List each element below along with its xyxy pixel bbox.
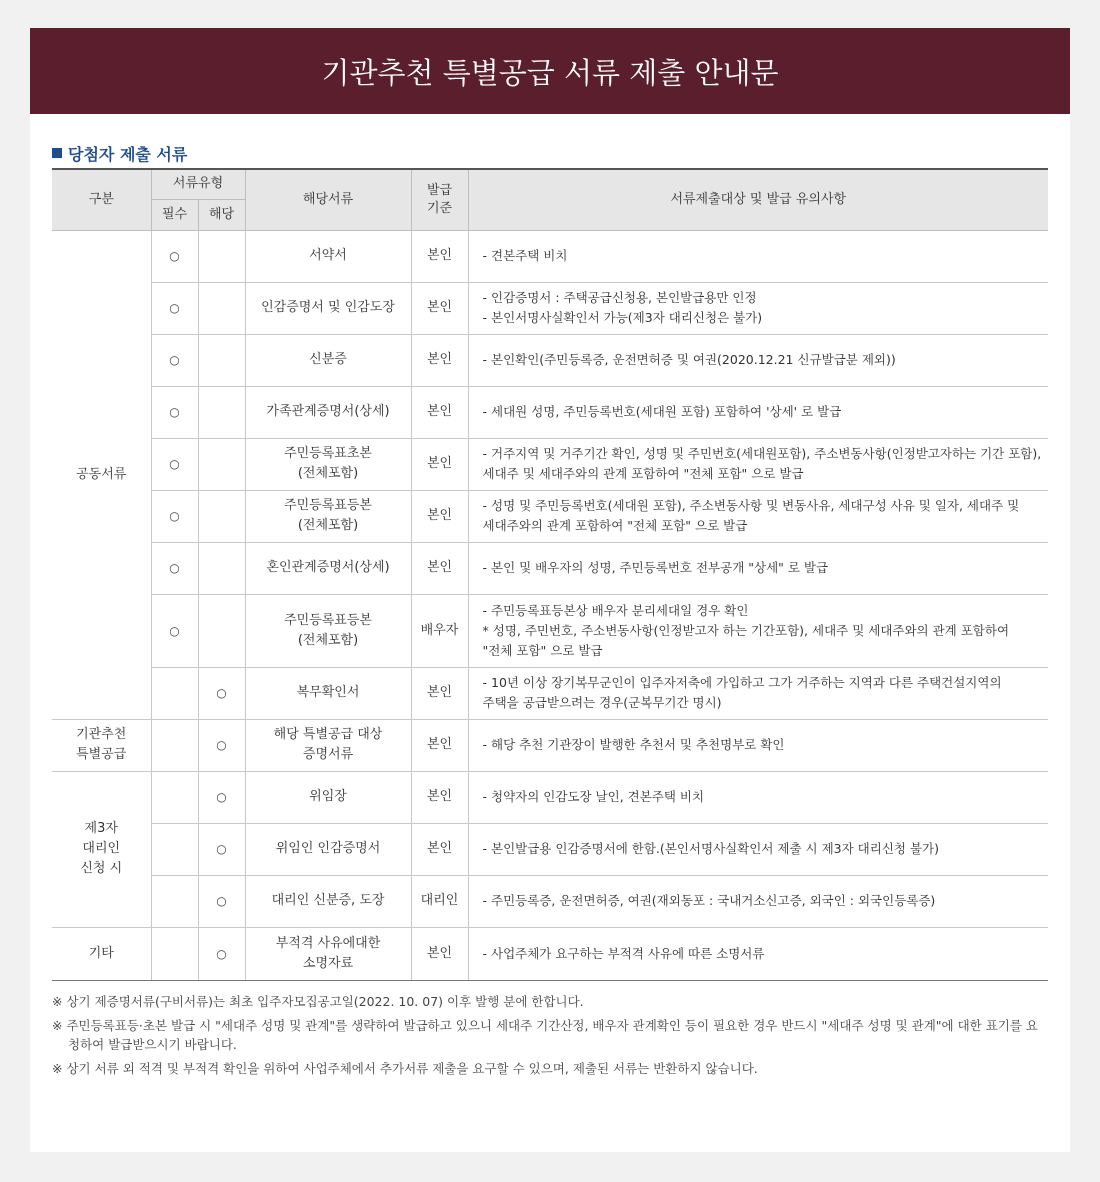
required-cell [151, 823, 198, 875]
document-name: 혼인관계증명서(상세) [245, 542, 411, 594]
issue-basis: 본인 [411, 282, 468, 334]
note-line: - 본인서명사실확인서 가능(제3자 대리신청은 불가) [482, 310, 763, 325]
required-mark: ○ [151, 386, 198, 438]
square-bullet-icon [52, 148, 62, 158]
note-line: - 본인확인(주민등록증, 운전면허증 및 여권(2020.12.21 신규발급분 제외)) [482, 352, 896, 367]
required-mark: ○ [151, 542, 198, 594]
header-category: 구분 [52, 169, 151, 230]
issue-basis: 본인 [411, 438, 468, 490]
document-name: 주민등록표초본 (전체포함) [245, 438, 411, 490]
issue-basis: 본인 [411, 667, 468, 719]
note-cell [468, 230, 1048, 282]
table-row [52, 230, 1048, 282]
required-cell [151, 667, 198, 719]
table-row [52, 927, 1048, 980]
note-line: - 거주지역 및 거주기간 확인, 성명 및 주민번호(세대원포함), 주소변동사항(인정받고자하는 기간 포함), [482, 446, 1042, 461]
applicable-cell [198, 282, 245, 334]
document-name: 신분증 [245, 334, 411, 386]
notice-card [30, 28, 1070, 1152]
category-cell: 기타 [52, 927, 151, 980]
header-applicable: 해당 [198, 199, 245, 230]
header-doc-type: 서류유형 [151, 169, 245, 199]
required-mark: ○ [151, 334, 198, 386]
document-name: 위임장 [245, 771, 411, 823]
document-name: 부적격 사유에대한 소명자료 [245, 927, 411, 980]
table-row [52, 667, 1048, 719]
required-cell [151, 771, 198, 823]
issue-basis: 배우자 [411, 594, 468, 667]
note-cell [468, 667, 1048, 719]
note-line: * 성명, 주민번호, 주소변동사항(인정받고자 하는 기간포함), 세대주 및 세대주와의 관계 포함하여 [482, 622, 1010, 638]
note-line: 세대주 및 세대주와의 관계 포함하여 "전체 포함" 으로 발급 [482, 466, 804, 481]
table-row [52, 334, 1048, 386]
applicable-cell [198, 386, 245, 438]
note-cell [468, 875, 1048, 927]
section-title: 당첨자 제출 서류 [68, 144, 188, 164]
note-line: "전체 포함" 으로 발급 [482, 642, 603, 658]
document-name: 위임인 인감증명서 [245, 823, 411, 875]
note-line: - 해당 추천 기관장이 발행한 추천서 및 추천명부로 확인 [482, 737, 785, 752]
required-mark: ○ [151, 490, 198, 542]
note-line: - 본인 및 배우자의 성명, 주민등록번호 전부공개 "상세" 로 발급 [482, 560, 829, 575]
required-cell [151, 875, 198, 927]
table-row [52, 542, 1048, 594]
required-mark: ○ [151, 230, 198, 282]
section-heading [52, 141, 187, 165]
issue-basis: 본인 [411, 771, 468, 823]
applicable-cell [198, 438, 245, 490]
document-name: 주민등록표등본 (전체포함) [245, 594, 411, 667]
table-row [52, 875, 1048, 927]
note-line: - 성명 및 주민등록번호(세대원 포함), 주소변동사항 및 변동사유, 세대구성 사유 및 일자, 세대주 및 [482, 498, 1020, 513]
note-cell [468, 594, 1048, 667]
table-row [52, 490, 1048, 542]
footnote: ※ 상기 제증명서류(구비서류)는 최초 입주자모집공고일(2022. 10. 07) 이후 발행 분에 한합니다. [52, 994, 584, 1009]
note-cell [468, 771, 1048, 823]
category-cell: 제3자 대리인 신청 시 [52, 771, 151, 927]
note-line: - 견본주택 비치 [482, 248, 568, 263]
category-cell: 기관추천 특별공급 [52, 719, 151, 771]
category-cell: 공동서류 [52, 230, 151, 719]
applicable-cell [198, 542, 245, 594]
document-name: 가족관계증명서(상세) [245, 386, 411, 438]
title-banner [30, 28, 1070, 114]
issue-basis: 본인 [411, 386, 468, 438]
issue-basis: 본인 [411, 542, 468, 594]
note-line: - 본인발급용 인감증명서에 한함.(본인서명사실확인서 제출 시 제3자 대리신청 불가) [482, 841, 939, 856]
document-name: 해당 특별공급 대상 증명서류 [245, 719, 411, 771]
required-mark: ○ [151, 594, 198, 667]
applicable-cell [198, 334, 245, 386]
footnotes [52, 992, 1048, 1083]
note-cell [468, 719, 1048, 771]
required-mark: ○ [151, 282, 198, 334]
note-line: - 10년 이상 장기복무군인이 입주자저축에 가입하고 그가 거주하는 지역과 다른 주택건설지역의 [482, 675, 1002, 690]
note-line: - 세대원 성명, 주민등록번호(세대원 포함) 포함하여 '상세' 로 발급 [482, 404, 842, 419]
required-mark: ○ [151, 438, 198, 490]
documents-table [52, 168, 1048, 981]
note-cell [468, 282, 1048, 334]
applicable-cell [198, 230, 245, 282]
header-notes: 서류제출대상 및 발급 유의사항 [468, 169, 1048, 230]
page-title: 기관추천 특별공급 서류 제출 안내문 [321, 55, 779, 90]
issue-basis: 본인 [411, 334, 468, 386]
note-line: - 청약자의 인감도장 날인, 견본주택 비치 [482, 789, 705, 804]
required-cell [151, 719, 198, 771]
issue-basis: 대리인 [411, 875, 468, 927]
footnote: ※ 주민등록표등·초본 발급 시 "세대주 성명 및 관계"를 생략하여 발급하고 있으니 세대주 기간산정, 배우자 관계확인 등이 필요한 경우 반드시 "세대주 성명 및 관계"에 대한 표기를 요청하여 발급받으시기 바랍니다. [52, 1018, 1039, 1052]
applicable-mark: ○ [198, 667, 245, 719]
document-name: 주민등록표등본 (전체포함) [245, 490, 411, 542]
applicable-mark: ○ [198, 875, 245, 927]
note-line: - 사업주체가 요구하는 부적격 사유에 따른 소명서류 [482, 945, 765, 961]
table-row [52, 386, 1048, 438]
document-name: 복무확인서 [245, 667, 411, 719]
applicable-mark: ○ [198, 823, 245, 875]
note-line: 주택을 공급받으려는 경우(군복무기간 명시) [482, 695, 722, 710]
header-issue-basis: 발급 기준 [411, 169, 468, 230]
note-cell [468, 927, 1048, 980]
applicable-mark: ○ [198, 927, 245, 980]
table-row [52, 719, 1048, 771]
issue-basis: 본인 [411, 230, 468, 282]
table-row [52, 771, 1048, 823]
note-cell [468, 438, 1048, 490]
note-cell [468, 334, 1048, 386]
header-required: 필수 [151, 199, 198, 230]
note-cell [468, 490, 1048, 542]
document-name: 대리인 신분증, 도장 [245, 875, 411, 927]
issue-basis: 본인 [411, 719, 468, 771]
table-row [52, 594, 1048, 667]
required-cell [151, 927, 198, 980]
applicable-mark: ○ [198, 719, 245, 771]
header-document: 해당서류 [245, 169, 411, 230]
applicable-cell [198, 594, 245, 667]
issue-basis: 본인 [411, 490, 468, 542]
footnote: ※ 상기 서류 외 적격 및 부적격 확인을 위하여 사업주체에서 추가서류 제출을 요구할 수 있으며, 제출된 서류는 반환하지 않습니다. [52, 1061, 758, 1076]
table-row [52, 438, 1048, 490]
note-cell [468, 386, 1048, 438]
applicable-mark: ○ [198, 771, 245, 823]
note-line: 세대주와의 관계 포함하여 "전체 포함" 으로 발급 [482, 518, 748, 533]
issue-basis: 본인 [411, 927, 468, 980]
table-row [52, 282, 1048, 334]
issue-basis: 본인 [411, 823, 468, 875]
note-cell [468, 823, 1048, 875]
note-line: - 주민등록표등본상 배우자 분리세대일 경우 확인 [482, 602, 749, 618]
table-row [52, 823, 1048, 875]
note-line: - 인감증명서 : 주택공급신청용, 본인발급용만 인정 [482, 290, 757, 305]
document-name: 서약서 [245, 230, 411, 282]
applicable-cell [198, 490, 245, 542]
note-cell [468, 542, 1048, 594]
note-line: - 주민등록증, 운전면허증, 여권(재외동포 : 국내거소신고증, 외국인 : 외국인등록증) [482, 893, 936, 908]
document-name: 인감증명서 및 인감도장 [245, 282, 411, 334]
